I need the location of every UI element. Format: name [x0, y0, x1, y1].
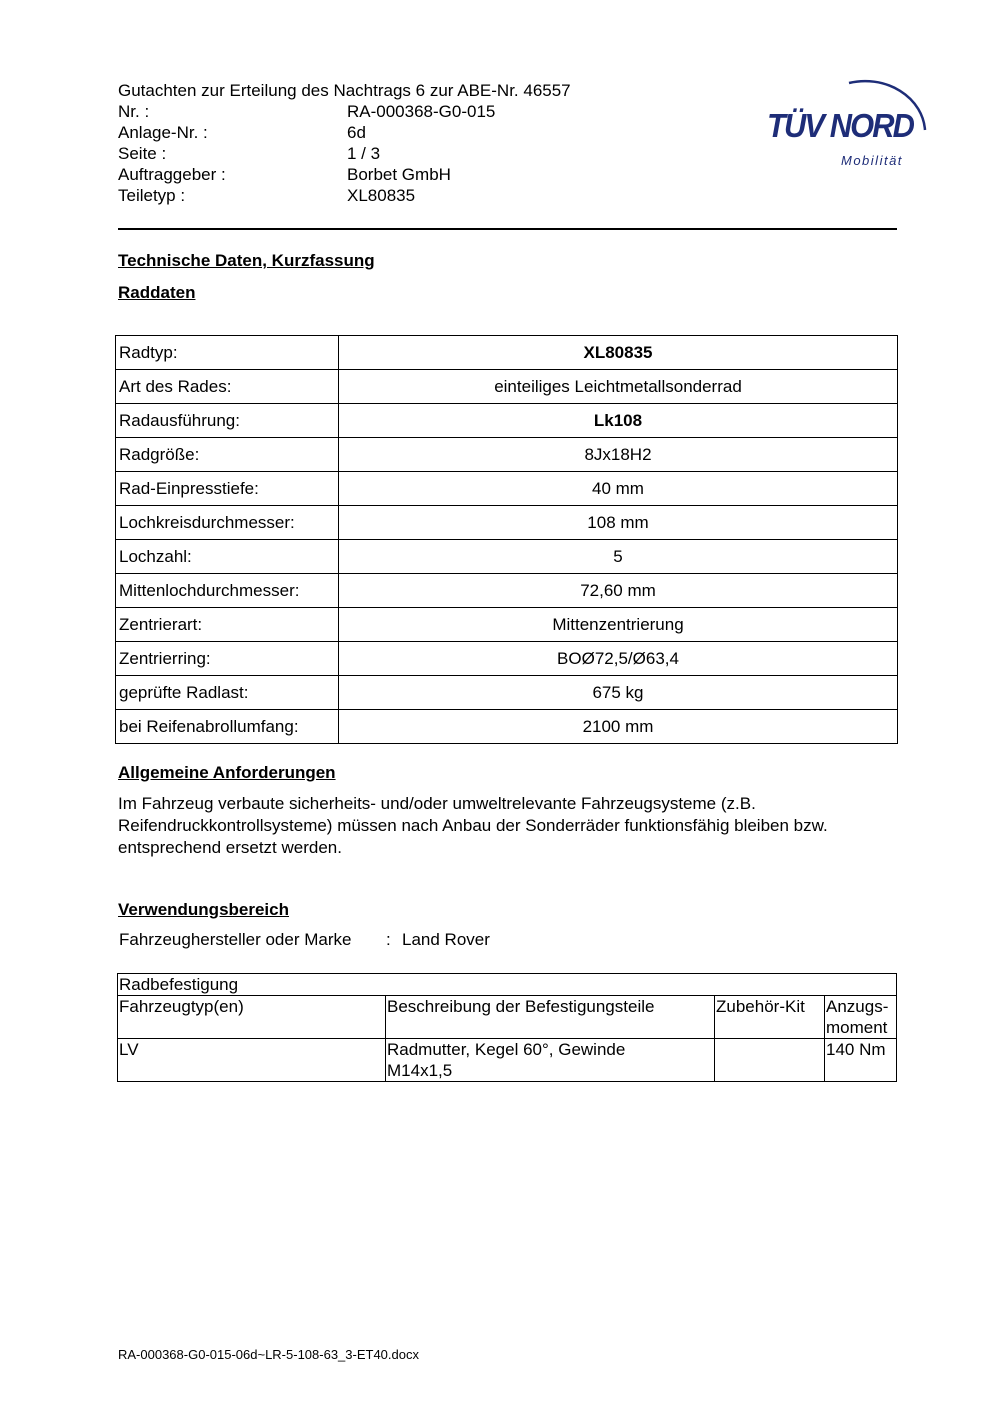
row-value: XL80835 [339, 336, 898, 370]
cell-line: Radmutter, Kegel 60°, Gewinde [387, 1040, 626, 1059]
row-value: 2100 mm [339, 710, 898, 744]
header-label: Teiletyp : [118, 186, 186, 205]
radbefestigung-table [117, 973, 897, 1082]
section-title-tech: Technische Daten, Kurzfassung [118, 251, 375, 270]
table-row [116, 370, 898, 404]
manufacturer-separator: : [386, 930, 391, 949]
header-label: Anlage-Nr. : [118, 123, 208, 142]
column-header: Fahrzeugtyp(en) [118, 996, 386, 1039]
table-row [116, 506, 898, 540]
header-line: moment [826, 1018, 888, 1037]
header-label: Nr. : [118, 102, 150, 121]
row-label: Zentrierart: [116, 608, 339, 642]
cell-kit [715, 1039, 825, 1082]
row-value: BOØ72,5/Ø63,4 [339, 642, 898, 676]
header-row-anlage [118, 122, 571, 143]
column-header: Beschreibung der Befestigungsteile [386, 996, 715, 1039]
cell-description [386, 1039, 715, 1082]
header-label: Auftraggeber : [118, 165, 226, 184]
row-label: Lochzahl: [116, 540, 339, 574]
raddaten-table [115, 335, 898, 744]
header-row-seite [118, 143, 571, 164]
manufacturer-value: Land Rover [402, 930, 490, 949]
paragraph-line: Reifendruckkontrollsysteme) müssen nach Anbau der Sonderräder funktionsfähig bleiben bzw. [118, 816, 828, 835]
row-label: Radtyp: [116, 336, 339, 370]
cell-moment: 140 Nm [825, 1039, 897, 1082]
row-label: Rad-Einpresstiefe: [116, 472, 339, 506]
row-label: Lochkreisdurchmesser: [116, 506, 339, 540]
header-row-auftraggeber [118, 164, 571, 185]
footer-filename: RA-000368-G0-015-06d~LR-5-108-63_3-ET40.docx [118, 1347, 419, 1362]
paragraph-line: Im Fahrzeug verbaute sicherheits- und/oder umweltrelevante Fahrzeugsysteme (z.B. [118, 794, 756, 813]
logo-subtitle: Mobilität [841, 153, 903, 168]
table-header-row [118, 996, 897, 1039]
row-label: Zentrierring: [116, 642, 339, 676]
table-row [116, 438, 898, 472]
header-value: XL80835 [347, 186, 416, 205]
row-value: 72,60 mm [339, 574, 898, 608]
row-value: 8Jx18H2 [339, 438, 898, 472]
header-title: Gutachten zur Erteilung des Nachtrags 6 zur ABE-Nr. 46557 [118, 81, 571, 100]
row-label: bei Reifenabrollumfang: [116, 710, 339, 744]
table-row [116, 336, 898, 370]
row-value: 40 mm [339, 472, 898, 506]
table-row [116, 574, 898, 608]
document-header [118, 80, 571, 206]
manufacturer-label: Fahrzeughersteller oder Marke [119, 930, 352, 949]
cell-line: M14x1,5 [387, 1061, 453, 1080]
row-label: Radgröße: [116, 438, 339, 472]
column-header [825, 996, 897, 1039]
row-value: Lk108 [339, 404, 898, 438]
header-line: Anzugs- [826, 997, 889, 1016]
row-value: Mittenzentrierung [339, 608, 898, 642]
paragraph-line: entsprechend ersetzt werden. [118, 838, 342, 857]
header-value: Borbet GmbH [347, 165, 451, 184]
table-row [116, 608, 898, 642]
cell-typ: LV [118, 1039, 386, 1082]
svg-text:TÜV NORD: TÜV NORD [767, 107, 915, 144]
row-value: 108 mm [339, 506, 898, 540]
tuv-nord-logo [765, 58, 940, 173]
header-value: RA-000368-G0-015 [347, 102, 496, 121]
allgemein-paragraph [118, 793, 898, 859]
section-title-verwendung: Verwendungsbereich [118, 900, 289, 919]
column-header: Zubehör-Kit [715, 996, 825, 1039]
section-title-raddaten: Raddaten [118, 283, 196, 302]
header-value: 6d [347, 123, 366, 142]
row-value: 675 kg [339, 676, 898, 710]
header-label: Seite : [118, 144, 167, 163]
table-row [118, 1039, 897, 1082]
header-row-teiletyp [118, 185, 571, 206]
table-row [116, 472, 898, 506]
row-value: 5 [339, 540, 898, 574]
table-title-row [118, 974, 897, 996]
row-label: Mittenlochdurchmesser: [116, 574, 339, 608]
manufacturer-line [119, 930, 490, 950]
row-value: einteiliges Leichtmetallsonderrad [339, 370, 898, 404]
row-label: Art des Rades: [116, 370, 339, 404]
table-row [116, 710, 898, 744]
section-title-allgemein: Allgemeine Anforderungen [118, 763, 336, 782]
table-row [116, 642, 898, 676]
header-value: 1 / 3 [347, 144, 381, 163]
table-title: Radbefestigung [118, 974, 897, 996]
header-divider [118, 228, 897, 230]
row-label: geprüfte Radlast: [116, 676, 339, 710]
table-row [116, 540, 898, 574]
table-row [116, 676, 898, 710]
header-row-nr [118, 101, 571, 122]
table-row [116, 404, 898, 438]
row-label: Radausführung: [116, 404, 339, 438]
